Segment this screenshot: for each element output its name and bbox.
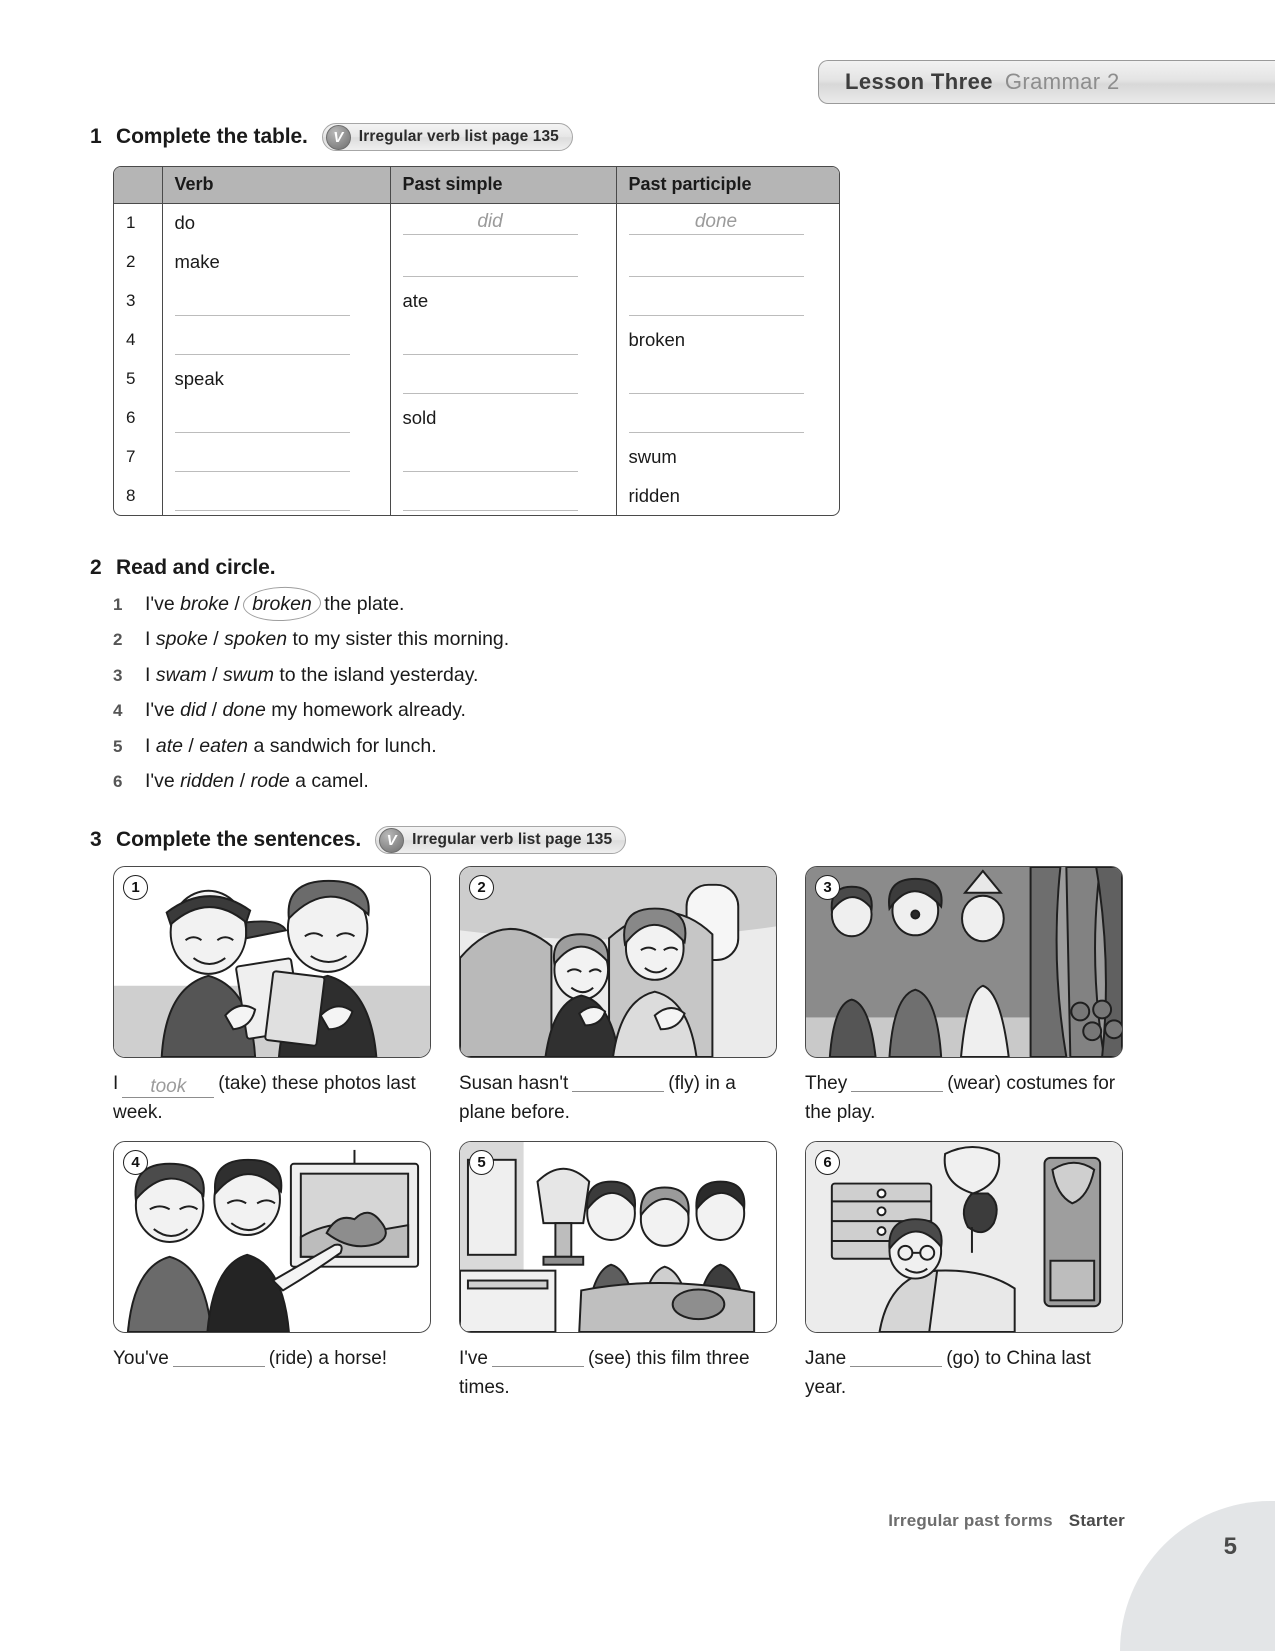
cell-value: make bbox=[174, 250, 220, 272]
caption-suffix: (take) these photos last week. bbox=[113, 1073, 416, 1123]
cell-past-participle bbox=[616, 203, 839, 242]
question-number: 5 bbox=[113, 736, 123, 756]
verb-list-badge-3-label: Irregular verb list page 135 bbox=[412, 831, 613, 848]
exercise-2-number: 2 bbox=[90, 556, 102, 579]
answer-blank[interactable] bbox=[403, 372, 578, 394]
row-index: 6 bbox=[114, 398, 162, 437]
table-row bbox=[114, 476, 839, 515]
cell-past-simple[interactable] bbox=[390, 359, 616, 398]
cell-verb bbox=[162, 203, 390, 242]
answer-blank[interactable] bbox=[175, 450, 350, 472]
picture-number-badge: 1 bbox=[123, 875, 148, 900]
exercise-3-number: 3 bbox=[90, 828, 102, 851]
cell-value: swum bbox=[628, 445, 677, 467]
picture-frame bbox=[459, 866, 777, 1058]
exercise-1-number: 1 bbox=[90, 125, 102, 148]
picture-item bbox=[805, 1141, 1123, 1402]
exercise-3-heading bbox=[90, 826, 626, 854]
row-index: 4 bbox=[114, 320, 162, 359]
answer-blank[interactable] bbox=[629, 372, 804, 394]
option-one[interactable]: swam bbox=[155, 663, 207, 686]
cell-verb bbox=[162, 242, 390, 281]
option-two[interactable]: done bbox=[222, 699, 266, 722]
cell-past-simple[interactable] bbox=[390, 437, 616, 476]
option-one[interactable]: ate bbox=[155, 734, 183, 757]
illustration-boys-looking-at-painting bbox=[114, 1142, 430, 1332]
picture-exercise-grid bbox=[113, 866, 1123, 1416]
caption-suffix: (fly) in a plane before. bbox=[459, 1073, 736, 1123]
answer-blank[interactable] bbox=[403, 333, 578, 355]
table-row bbox=[114, 242, 839, 281]
caption-prefix: Jane bbox=[805, 1348, 847, 1369]
answer-blank[interactable] bbox=[629, 411, 804, 433]
cell-value: sold bbox=[402, 406, 437, 428]
caption-prefix: You've bbox=[113, 1348, 169, 1369]
circle-question bbox=[113, 663, 813, 687]
picture-caption bbox=[805, 1070, 1123, 1127]
picture-frame bbox=[805, 866, 1123, 1058]
question-text: I swam / swum to the island yesterday. bbox=[145, 663, 479, 686]
picture-frame bbox=[113, 1141, 431, 1333]
answer-blank[interactable] bbox=[403, 450, 578, 472]
picture-frame bbox=[805, 1141, 1123, 1333]
lesson-subtitle: Grammar 2 bbox=[1004, 69, 1120, 94]
cell-verb[interactable] bbox=[162, 398, 390, 437]
option-one[interactable]: spoke bbox=[155, 628, 208, 651]
cell-value: speak bbox=[174, 367, 224, 389]
cell-past-participle bbox=[616, 437, 839, 476]
cell-value: do bbox=[174, 211, 196, 233]
cell-past-simple[interactable] bbox=[390, 476, 616, 515]
picture-frame bbox=[113, 866, 431, 1058]
circle-question bbox=[113, 698, 813, 722]
cell-past-simple bbox=[390, 203, 616, 242]
lesson-title: Lesson Three bbox=[845, 69, 993, 94]
table-header-row bbox=[114, 167, 839, 203]
picture-caption bbox=[113, 1345, 431, 1374]
option-two[interactable]: rode bbox=[250, 769, 290, 792]
answer-blank[interactable] bbox=[850, 1348, 942, 1367]
caption-suffix: (go) to China last year. bbox=[805, 1348, 1091, 1398]
answer-blank[interactable] bbox=[572, 1073, 664, 1092]
row-index: 3 bbox=[114, 281, 162, 320]
table-row bbox=[114, 281, 839, 320]
exercise-1-title: Complete the table. bbox=[116, 125, 308, 148]
picture-item bbox=[113, 866, 431, 1127]
example-answer[interactable]: took bbox=[122, 1077, 214, 1098]
table-header-verb: Verb bbox=[162, 167, 390, 203]
question-number: 4 bbox=[113, 701, 123, 721]
question-text: I ate / eaten a sandwich for lunch. bbox=[145, 734, 437, 757]
exercise-1-heading bbox=[90, 123, 573, 151]
row-index: 8 bbox=[114, 476, 162, 515]
exercise-2-title: Read and circle. bbox=[116, 556, 276, 579]
question-number: 3 bbox=[113, 665, 123, 685]
caption-suffix: (ride) a horse! bbox=[268, 1348, 388, 1369]
vocabulary-icon: V bbox=[379, 828, 404, 853]
illustration-family-watching-film bbox=[460, 1142, 776, 1332]
cell-verb[interactable] bbox=[162, 320, 390, 359]
table-header-index bbox=[114, 167, 162, 203]
option-one[interactable]: ridden bbox=[180, 769, 235, 792]
illustration-actors-on-stage bbox=[806, 867, 1122, 1057]
row-index: 2 bbox=[114, 242, 162, 281]
table-row bbox=[114, 320, 839, 359]
circle-question bbox=[113, 627, 813, 651]
picture-row bbox=[113, 866, 1123, 1127]
verb-list-badge-1[interactable] bbox=[322, 123, 573, 151]
question-number: 2 bbox=[113, 630, 123, 650]
table-row bbox=[114, 203, 839, 242]
cell-past-participle[interactable] bbox=[616, 281, 839, 320]
circle-question bbox=[113, 592, 813, 616]
caption-prefix: I bbox=[113, 1073, 119, 1094]
illustration-two-boys-with-photos bbox=[114, 867, 430, 1057]
illustration-girl-resting-in-room bbox=[806, 1142, 1122, 1332]
picture-number-badge: 6 bbox=[815, 1150, 840, 1175]
question-text: I've broke / broken the plate. bbox=[145, 593, 405, 615]
picture-item bbox=[805, 866, 1123, 1127]
picture-caption bbox=[459, 1345, 777, 1402]
cell-value: ridden bbox=[628, 484, 680, 506]
answer-blank[interactable] bbox=[403, 489, 578, 511]
table-header-past-participle: Past participle bbox=[616, 167, 839, 203]
verb-list-badge-1-label: Irregular verb list page 135 bbox=[358, 128, 559, 145]
row-index: 5 bbox=[114, 359, 162, 398]
page-corner-decoration bbox=[1120, 1501, 1275, 1651]
picture-number-badge: 3 bbox=[815, 875, 840, 900]
caption-prefix: I've bbox=[459, 1348, 488, 1369]
option-one[interactable]: did bbox=[180, 699, 207, 722]
answer-blank[interactable] bbox=[851, 1073, 943, 1092]
answer-blank[interactable] bbox=[175, 294, 350, 316]
answer-blank[interactable] bbox=[629, 294, 804, 316]
cell-past-simple[interactable] bbox=[390, 320, 616, 359]
row-index: 1 bbox=[114, 203, 162, 242]
picture-caption bbox=[805, 1345, 1123, 1402]
verb-table bbox=[113, 166, 840, 516]
picture-item bbox=[459, 1141, 777, 1402]
cell-verb[interactable] bbox=[162, 281, 390, 320]
answer-blank[interactable] bbox=[175, 489, 350, 511]
answer-blank[interactable] bbox=[175, 411, 350, 433]
option-one[interactable]: broke bbox=[180, 593, 229, 615]
answer-blank[interactable] bbox=[173, 1348, 265, 1367]
lesson-header-tab bbox=[818, 60, 1275, 104]
circle-question bbox=[113, 734, 813, 758]
option-two[interactable]: eaten bbox=[199, 734, 249, 757]
picture-caption bbox=[459, 1070, 777, 1127]
cell-verb[interactable] bbox=[162, 476, 390, 515]
exercise-2-heading bbox=[90, 556, 275, 580]
question-number: 6 bbox=[113, 771, 123, 791]
cell-past-simple[interactable] bbox=[390, 242, 616, 281]
table-row bbox=[114, 359, 839, 398]
cell-past-participle[interactable] bbox=[616, 359, 839, 398]
verb-list-badge-3[interactable] bbox=[375, 826, 626, 854]
cell-verb[interactable] bbox=[162, 437, 390, 476]
caption-suffix: (see) this film three times. bbox=[459, 1348, 750, 1398]
table-header-past-simple: Past simple bbox=[390, 167, 616, 203]
picture-row bbox=[113, 1141, 1123, 1402]
cell-past-participle bbox=[616, 320, 839, 359]
picture-number-badge: 2 bbox=[469, 875, 494, 900]
cell-verb bbox=[162, 359, 390, 398]
picture-item bbox=[113, 1141, 431, 1402]
page-number: 5 bbox=[1223, 1533, 1237, 1560]
footer-topic: Irregular past forms bbox=[888, 1511, 1053, 1530]
picture-frame bbox=[459, 1141, 777, 1333]
table-row bbox=[114, 398, 839, 437]
answer-blank[interactable] bbox=[403, 255, 578, 277]
example-answer[interactable]: did bbox=[403, 211, 578, 235]
question-number: 1 bbox=[113, 595, 123, 614]
picture-number-badge: 4 bbox=[123, 1150, 148, 1175]
cell-value: ate bbox=[402, 289, 429, 311]
vocabulary-icon: V bbox=[326, 125, 351, 150]
question-text: I spoke / spoken to my sister this morning. bbox=[145, 628, 510, 651]
exercise-3-title: Complete the sentences. bbox=[116, 828, 362, 851]
cell-past-participle bbox=[616, 476, 839, 515]
cell-past-participle[interactable] bbox=[616, 398, 839, 437]
question-text: I've did / done my homework already. bbox=[145, 699, 466, 722]
cell-past-participle[interactable] bbox=[616, 242, 839, 281]
caption-prefix: Susan hasn't bbox=[459, 1073, 569, 1094]
table-row bbox=[114, 437, 839, 476]
answer-blank[interactable] bbox=[492, 1348, 584, 1367]
caption-prefix: They bbox=[805, 1073, 848, 1094]
cell-past-simple bbox=[390, 281, 616, 320]
footer-level: Starter bbox=[1068, 1511, 1125, 1530]
picture-item bbox=[459, 866, 777, 1127]
footer bbox=[888, 1511, 1125, 1531]
caption-suffix: (wear) costumes for the play. bbox=[805, 1073, 1116, 1123]
illustration-girl-and-woman-on-plane bbox=[460, 867, 776, 1057]
read-and-circle-list bbox=[113, 592, 813, 804]
question-text: I've ridden / rode a camel. bbox=[145, 769, 369, 792]
answer-blank[interactable] bbox=[629, 255, 804, 277]
option-two[interactable]: swum bbox=[223, 663, 274, 686]
example-answer[interactable]: done bbox=[629, 211, 804, 235]
cell-past-simple bbox=[390, 398, 616, 437]
picture-caption bbox=[113, 1070, 431, 1127]
answer-blank[interactable] bbox=[175, 333, 350, 355]
circle-question bbox=[113, 769, 813, 793]
cell-value: broken bbox=[628, 328, 686, 350]
option-two[interactable]: spoken bbox=[224, 628, 288, 651]
picture-number-badge: 5 bbox=[469, 1150, 494, 1175]
row-index: 7 bbox=[114, 437, 162, 476]
option-two[interactable]: broken bbox=[245, 592, 319, 616]
